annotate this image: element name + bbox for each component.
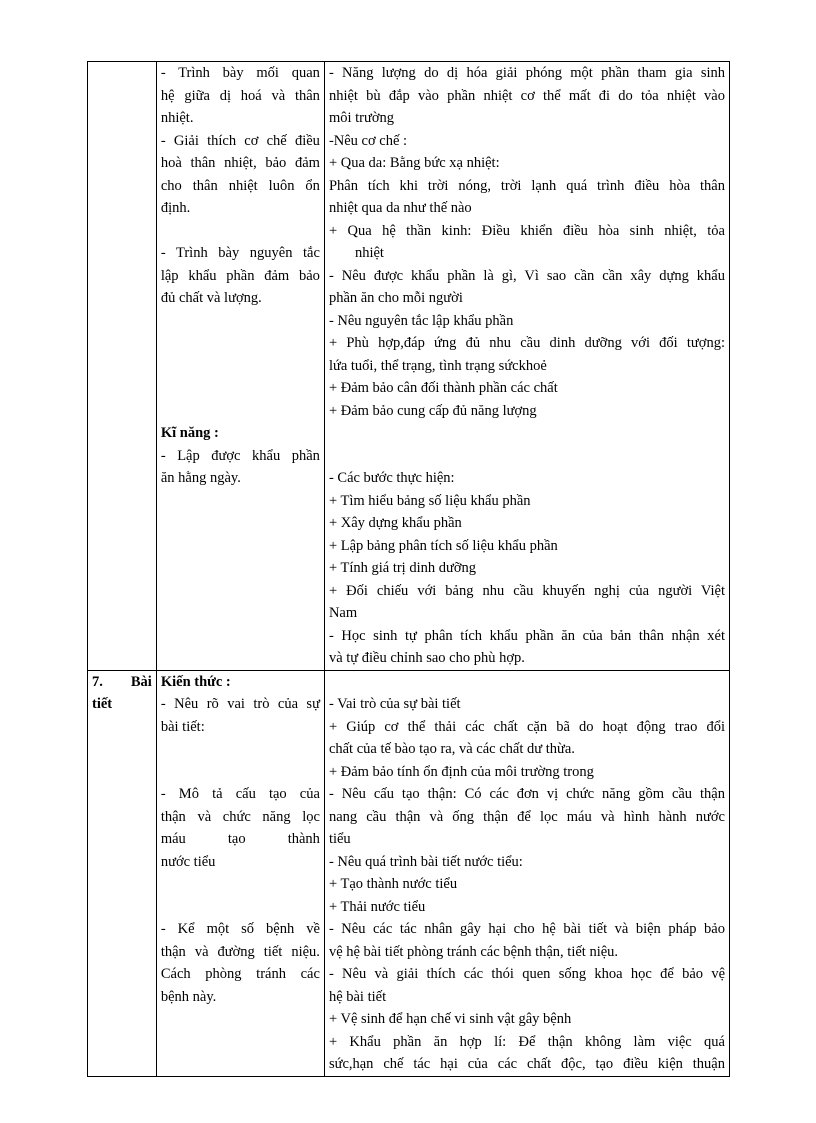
content-line: nhiệt bù đắp vào phần nhiệt cơ thể mất đi do tỏa nhiệt vào — [328, 87, 725, 104]
objective-line: - Giải thích cơ chế điều — [160, 132, 320, 149]
objective-line: - Lập được khẩu phần — [160, 447, 320, 464]
spacer — [161, 873, 320, 896]
spacer — [161, 400, 320, 423]
objectives-cell — [156, 62, 324, 671]
content-line: - Nêu và giải thích các thói quen sống khoa học để bảo vệ — [328, 966, 725, 982]
knowledge-heading: Kiến thức : — [160, 673, 231, 690]
topic-line: 7. Bài — [92, 673, 152, 690]
content-line: + Thải nước tiểu — [328, 898, 426, 915]
content-line: + Qua hệ thần kinh: Điều khiển điều hòa sinh nhiệt, tỏa — [328, 222, 725, 239]
content-line: và tự điều chỉnh sao cho phù hợp. — [328, 650, 525, 666]
objective-line: cho thân nhiệt luôn ổn — [160, 177, 320, 194]
content-line: nang cầu thận và ống thận để lọc máu và hình hành nước — [328, 808, 725, 825]
spacer — [161, 738, 320, 761]
content-line: vệ hệ bài tiết phòng tránh các bệnh thận, tiết niệu. — [328, 943, 619, 960]
content-line: + Khẩu phần ăn hợp lí: Để thận không làm việc quá — [328, 1033, 725, 1050]
content-line: + Qua da: Bằng bức xạ nhiệt: — [328, 155, 500, 171]
table-row — [88, 670, 730, 1076]
spacer — [161, 332, 320, 355]
content-line: + Giúp cơ thể thải các chất cặn bã do hoạt động trao đổi — [328, 718, 725, 735]
content-cell — [324, 62, 729, 671]
objective-line: hệ giữa dị hoá và thân — [160, 87, 320, 104]
content-line: + Tạo thành nước tiểu — [328, 876, 458, 892]
content-line: - Nêu các tác nhân gây hại cho hệ bài tiết và biện pháp bảo — [328, 921, 725, 937]
content-line: + Đảm bảo cân đối thành phần các chất — [328, 380, 558, 396]
objective-line: lập khẩu phần đảm bảo — [160, 267, 320, 284]
content-line: phần ăn cho mỗi người — [328, 290, 463, 306]
objective-line: nhiệt. — [160, 110, 194, 126]
content-line: tiểu — [328, 831, 351, 847]
content-line: + Tìm hiểu bảng số liệu khẩu phần — [328, 492, 531, 509]
spacer — [161, 310, 320, 333]
objective-line: - Mô tả cấu tạo của — [160, 786, 320, 802]
content-line: nhiệt — [354, 245, 384, 261]
spacer — [329, 671, 725, 694]
topic-cell — [88, 62, 157, 671]
objective-line: hoà thân nhiệt, bảo đảm — [160, 155, 320, 171]
objective-line: đủ chất và lượng. — [160, 290, 262, 306]
objective-line: thận và chức năng lọc — [160, 808, 320, 825]
objective-line: bài tiết: — [160, 718, 205, 735]
spacer — [161, 761, 320, 784]
objective-line: ăn hằng ngày. — [160, 470, 241, 486]
content-line: - Các bước thực hiện: — [328, 470, 455, 486]
content-line: sức,hạn chế tác hại của các chất độc, tạo điều kiện thuận — [328, 1056, 725, 1072]
content-line: chất của tế bào tạo ra, và các chất dư thừa. — [328, 741, 575, 757]
objective-line: - Kể một số bệnh về — [160, 921, 320, 937]
spacer — [161, 220, 320, 243]
content-line: -Nêu cơ chế : — [328, 132, 408, 149]
content-line: môi trường — [328, 110, 395, 126]
skills-heading: Kĩ năng : — [160, 425, 219, 441]
content-line: + Đối chiếu với bảng nhu cầu khuyến nghị của người Việt — [328, 582, 725, 599]
objective-line: bệnh này. — [160, 988, 217, 1005]
spacer — [329, 422, 725, 445]
objective-line: nước tiểu — [160, 853, 216, 870]
topic-cell — [88, 670, 157, 1076]
spacer — [329, 445, 725, 468]
objective-line: - Trình bày nguyên tắc — [160, 245, 320, 261]
objectives-cell — [156, 670, 324, 1076]
content-line: - Vai trò của sự bài tiết — [328, 696, 461, 712]
table-row — [88, 62, 730, 671]
content-line: + Đảm bảo tính ổn định của môi trường trong — [328, 763, 594, 780]
content-line: + Vệ sinh để hạn chế vi sinh vật gây bệnh — [328, 1011, 572, 1027]
content-line: + Đảm bảo cung cấp đủ năng lượng — [328, 402, 537, 419]
topic-line: tiết — [92, 696, 113, 712]
objective-line: Cách phòng tránh các — [160, 966, 320, 982]
content-line: - Nêu quá trình bài tiết nước tiểu: — [328, 853, 523, 870]
content-line: Phân tích khi trời nóng, trời lạnh quá trình điều hòa thân — [328, 177, 725, 194]
content-line: - Nêu cấu tạo thận: Có các đơn vị chức năng gồm cầu thận — [328, 786, 725, 802]
curriculum-table — [87, 61, 730, 1077]
objective-line: máu tạo thành — [160, 831, 320, 847]
content-line: Nam — [328, 605, 358, 621]
objective-line: - Trình bày mối quan — [160, 65, 320, 81]
content-line: - Năng lượng do dị hóa giải phóng một phần tham gia sinh — [328, 65, 725, 81]
content-line: hệ bài tiết — [328, 988, 387, 1005]
objective-line: - Nêu rõ vai trò của sự — [160, 696, 320, 712]
content-cell — [324, 670, 729, 1076]
content-line: + Phù hợp,đáp ứng đủ nhu cầu dinh dưỡng với đối tượng: — [328, 335, 725, 351]
objective-line: thận và đường tiết niệu. — [160, 943, 320, 960]
content-line: lứa tuổi, thể trạng, tình trạng sứckhoẻ — [328, 357, 547, 374]
content-line: + Xây dựng khẩu phần — [328, 515, 462, 531]
content-line: nhiệt qua da như thế nào — [328, 200, 472, 216]
content-line: - Nêu được khẩu phần là gì, Vì sao cần cần xây dựng khẩu — [328, 267, 725, 284]
spacer — [161, 355, 320, 378]
content-line: - Học sinh tự phân tích khẩu phần ăn của bản thân nhận xét — [328, 627, 725, 644]
content-line: + Tính giá trị dinh dưỡng — [328, 560, 477, 576]
content-line: - Nêu nguyên tắc lập khẩu phần — [328, 312, 514, 329]
objective-line: định. — [160, 200, 191, 216]
content-line: + Lập bảng phân tích số liệu khẩu phần — [328, 537, 558, 554]
spacer — [161, 896, 320, 919]
spacer — [161, 377, 320, 400]
